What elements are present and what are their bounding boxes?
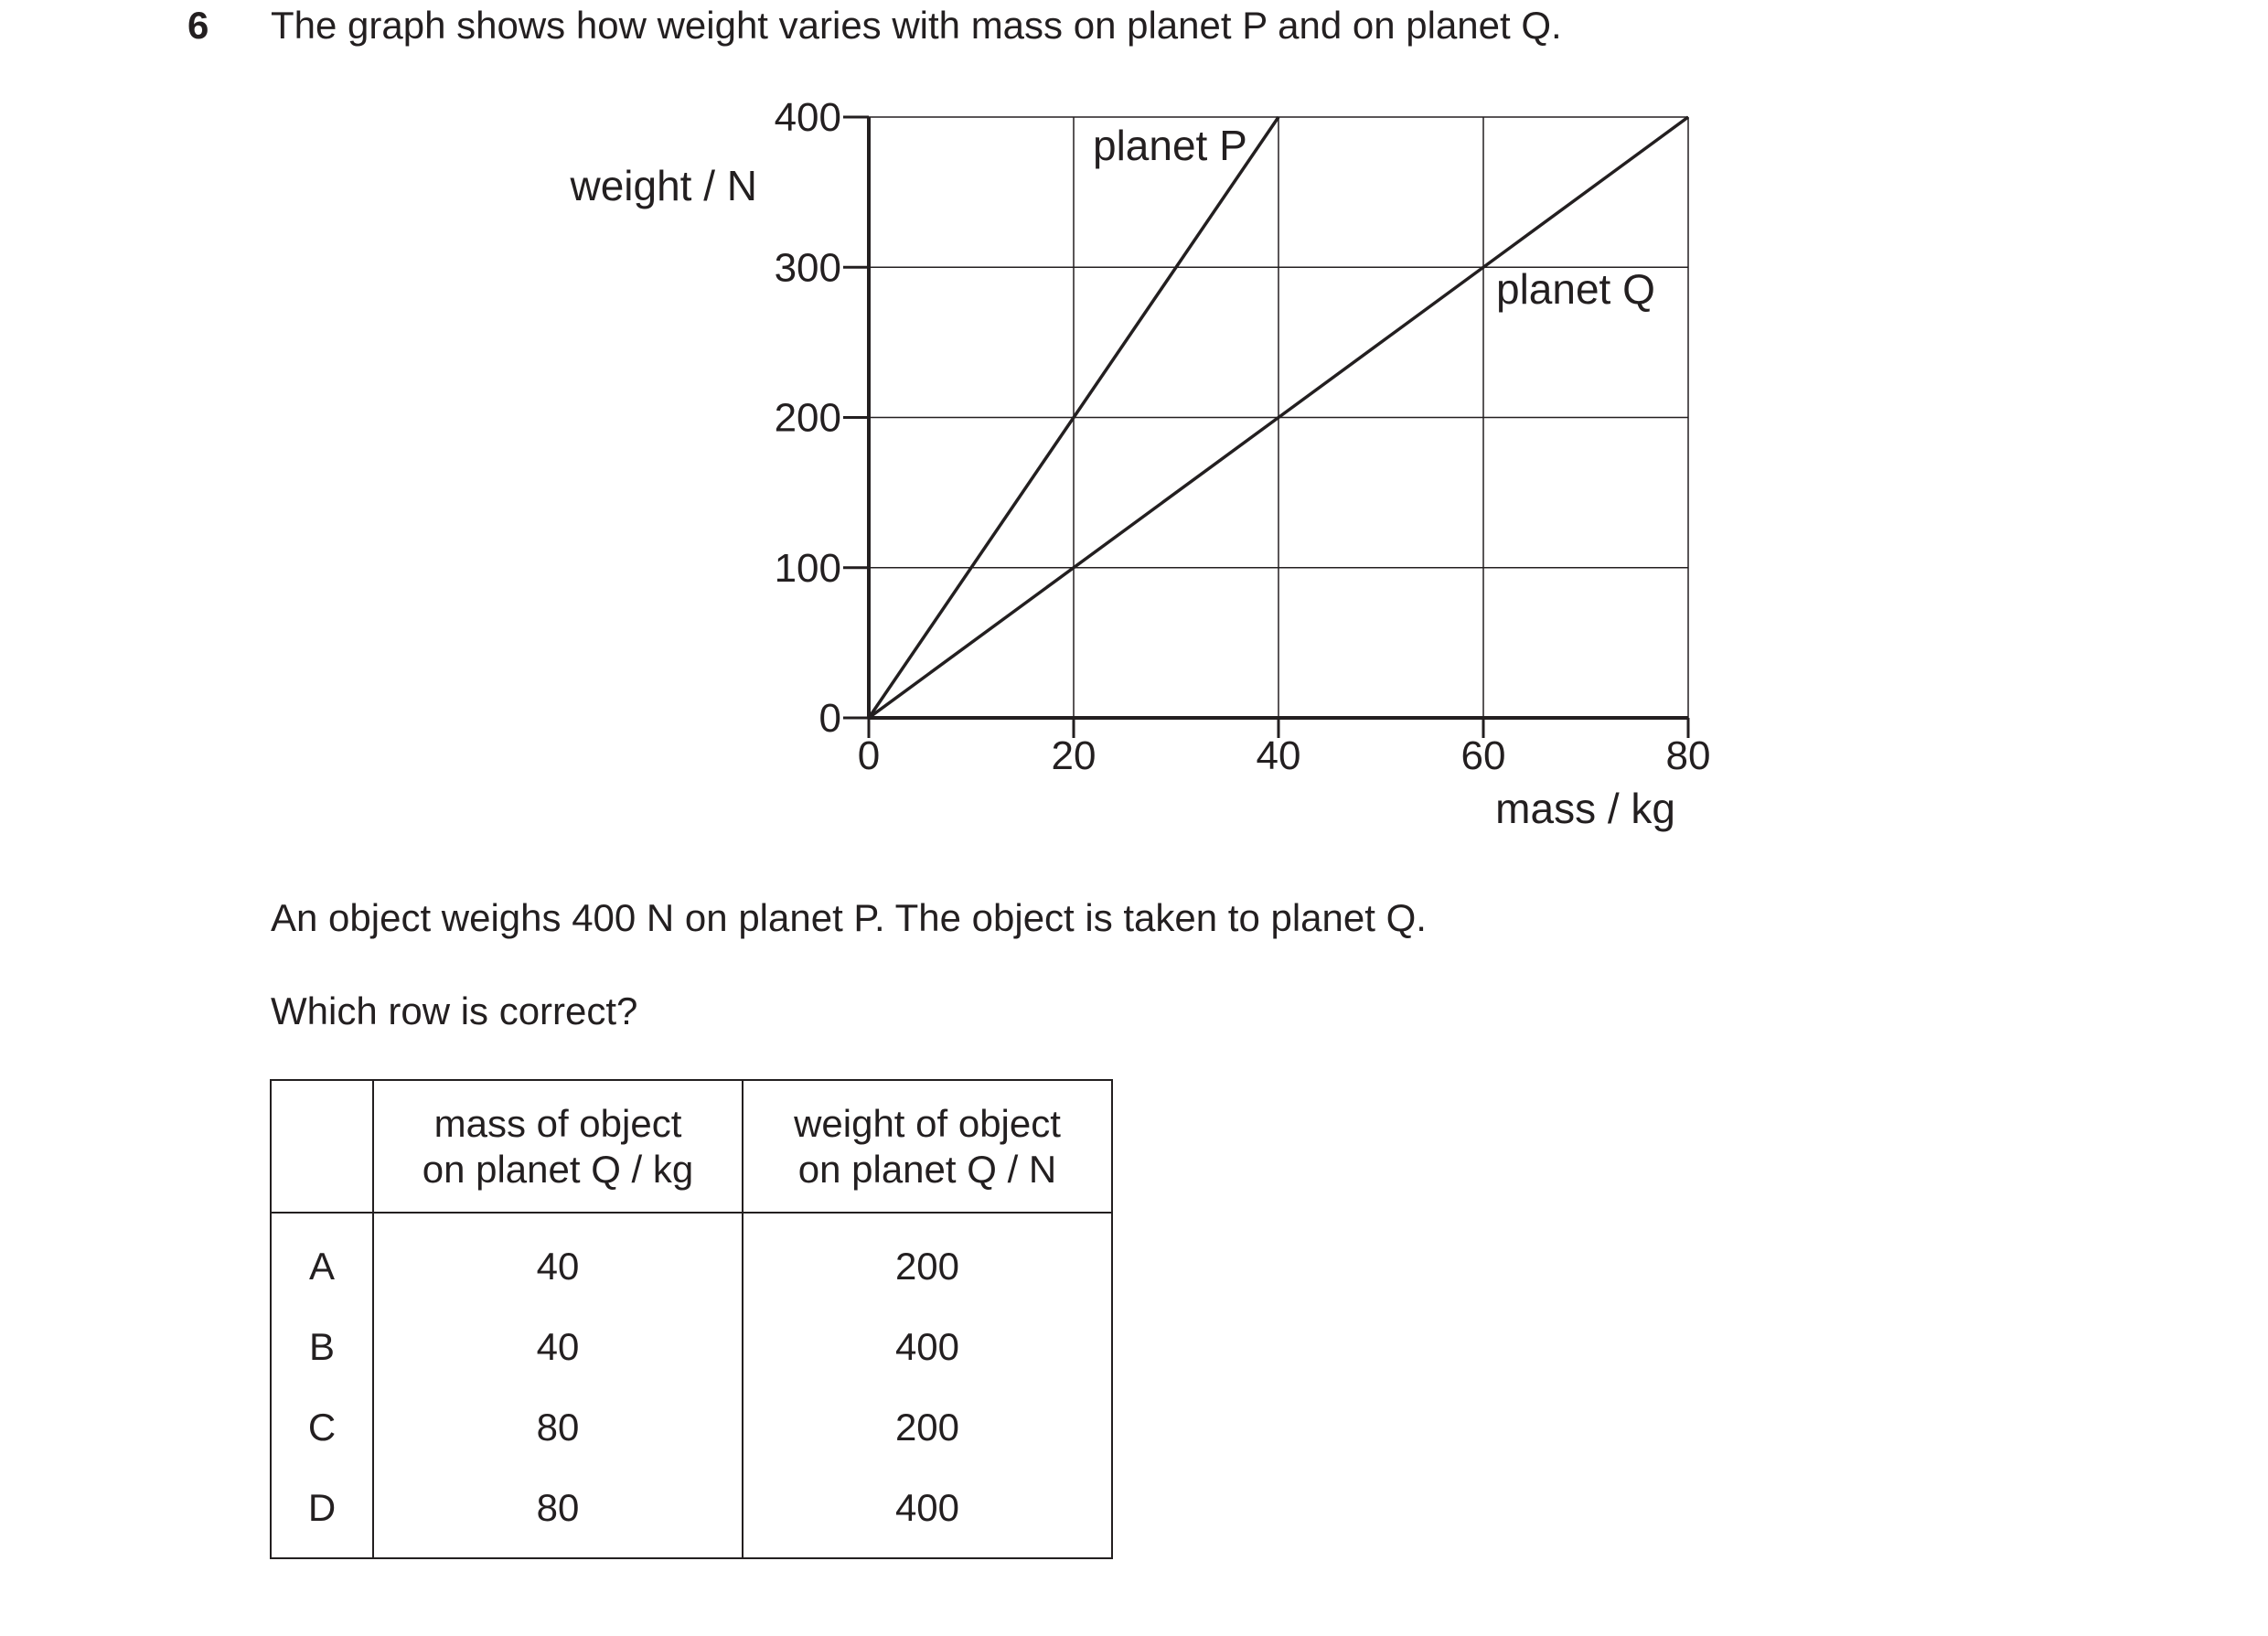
weight-cell: 400: [743, 1468, 1112, 1558]
table-row-c[interactable]: [271, 1387, 1112, 1468]
y-tick-label: 200: [774, 395, 841, 441]
option-label: D: [271, 1468, 373, 1558]
y-tick-label: 400: [774, 95, 841, 140]
x-tick-label: 20: [1051, 733, 1097, 778]
header-mass: [373, 1080, 743, 1213]
table-row-a[interactable]: [271, 1213, 1112, 1307]
header-mass-line1: mass of object: [433, 1101, 682, 1145]
x-tick-label: 80: [1665, 733, 1711, 778]
question-text: The graph shows how weight varies with mass on planet P and on planet Q.: [271, 4, 1562, 47]
prompt-text: Which row is correct?: [271, 989, 638, 1032]
option-label: B: [271, 1307, 373, 1387]
chart-ticks: [775, 95, 1711, 778]
y-tick-label: 0: [818, 696, 841, 741]
weight-cell: 400: [743, 1307, 1112, 1387]
x-tick-label: 60: [1460, 733, 1506, 778]
weight-cell: 200: [743, 1387, 1112, 1468]
x-tick-label: 40: [1256, 733, 1301, 778]
x-axis-label: mass / kg: [1495, 785, 1675, 832]
table-row-d[interactable]: [271, 1468, 1112, 1558]
y-tick-label: 300: [774, 245, 841, 291]
header-blank: [271, 1080, 373, 1213]
mass-cell: 40: [373, 1213, 743, 1307]
y-axis-label: weight / N: [570, 162, 757, 209]
mass-cell: 40: [373, 1307, 743, 1387]
option-label: A: [271, 1213, 373, 1307]
series-label-planet-p: planet P: [1093, 122, 1247, 169]
header-mass-line2: on planet Q / kg: [422, 1147, 694, 1191]
y-tick-label: 100: [774, 545, 841, 591]
table-header-row: [271, 1080, 1112, 1213]
chart-labels: [569, 122, 1675, 832]
header-weight-line2: on planet Q / N: [797, 1147, 1057, 1191]
series-label-planet-q: planet Q: [1496, 265, 1655, 313]
x-tick-label: 0: [857, 733, 881, 778]
mass-cell: 80: [373, 1387, 743, 1468]
question-number: 6: [187, 4, 209, 47]
header-weight-line1: weight of object: [794, 1101, 1061, 1145]
statement-text: An object weighs 400 N on planet P. The object is taken to planet Q.: [271, 896, 1427, 939]
weight-cell: 200: [743, 1213, 1112, 1307]
option-label: C: [271, 1387, 373, 1468]
answer-table: [270, 1079, 1113, 1559]
table-row-b[interactable]: [271, 1307, 1112, 1387]
mass-cell: 80: [373, 1468, 743, 1558]
header-weight: [743, 1080, 1112, 1213]
